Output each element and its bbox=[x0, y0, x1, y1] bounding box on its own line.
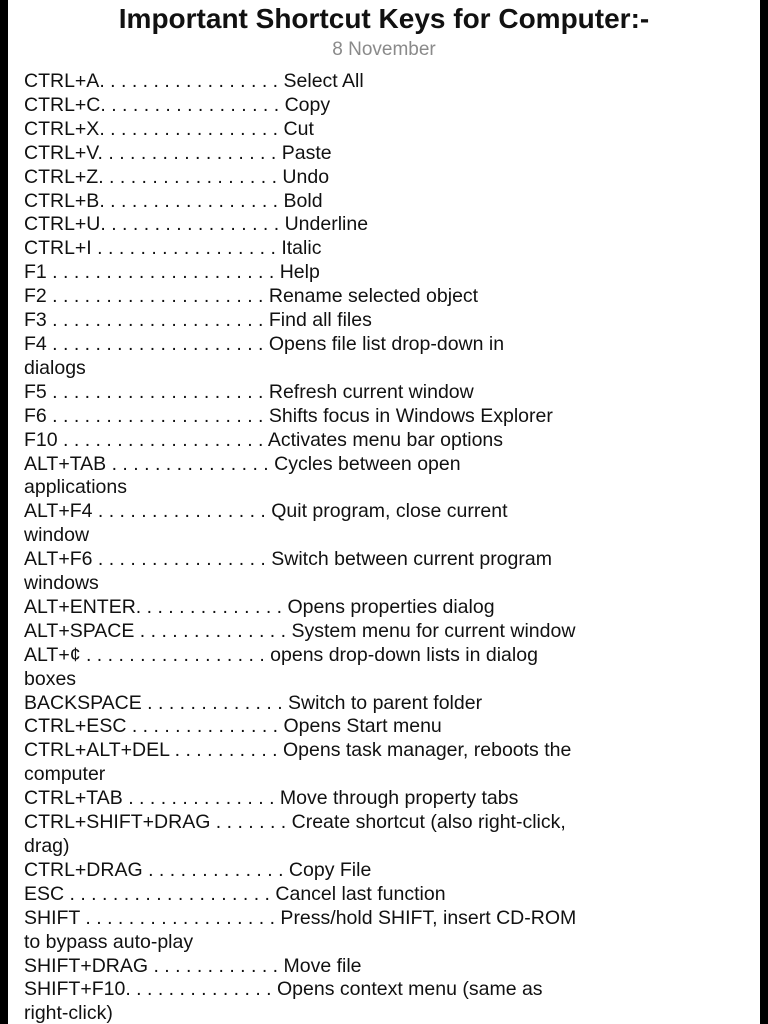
shortcut-line: CTRL+X. . . . . . . . . . . . . . . . . Cut bbox=[24, 117, 314, 140]
shortcut-line: drag) bbox=[24, 835, 70, 857]
shortcut-line: ALT+F4 . . . . . . . . . . . . . . . . Quit program, close current bbox=[24, 500, 508, 523]
shortcut-line: F6 . . . . . . . . . . . . . . . . . . . . Shifts focus in Windows Explorer bbox=[24, 404, 553, 427]
shortcut-line: F4 . . . . . . . . . . . . . . . . . . . . Opens file list drop-down in bbox=[24, 332, 505, 355]
shortcut-line: CTRL+C. . . . . . . . . . . . . . . . . Copy bbox=[24, 93, 331, 116]
shortcut-line: CTRL+TAB . . . . . . . . . . . . . . Move through property tabs bbox=[24, 787, 519, 810]
shortcut-line: CTRL+A. . . . . . . . . . . . . . . . . Select All bbox=[24, 70, 364, 92]
shortcut-line: CTRL+ALT+DEL . . . . . . . . . . Opens task manager, reboots the bbox=[24, 739, 572, 762]
shortcut-line: SHIFT+F10. . . . . . . . . . . . . . Opens context menu (same as bbox=[24, 978, 543, 1001]
shortcut-line: SHIFT . . . . . . . . . . . . . . . . . . Press/hold SHIFT, insert CD-ROM bbox=[24, 906, 577, 929]
shortcut-line: ALT+¢ . . . . . . . . . . . . . . . . . opens drop-down lists in dialog bbox=[24, 643, 538, 666]
shortcut-line: CTRL+ESC . . . . . . . . . . . . . . Opens Start menu bbox=[24, 715, 442, 738]
document-page bbox=[8, 0, 760, 1024]
shortcut-line: window bbox=[24, 524, 90, 547]
post-date: 8 November bbox=[332, 39, 436, 60]
shortcut-list bbox=[24, 70, 754, 1024]
shortcut-line: F10 . . . . . . . . . . . . . . . . . . . Activates menu bar options bbox=[24, 428, 504, 451]
shortcut-line: CTRL+U. . . . . . . . . . . . . . . . . Underline bbox=[24, 213, 369, 236]
shortcut-line: applications bbox=[24, 476, 127, 499]
shortcut-line: F3 . . . . . . . . . . . . . . . . . . . . Find all files bbox=[24, 309, 372, 332]
shortcut-line: ALT+SPACE . . . . . . . . . . . . . . System menu for current window bbox=[24, 619, 576, 642]
shortcut-line: CTRL+V. . . . . . . . . . . . . . . . . Paste bbox=[24, 141, 332, 164]
shortcut-line: boxes bbox=[24, 667, 77, 690]
shortcut-line: CTRL+I . . . . . . . . . . . . . . . . . Italic bbox=[24, 237, 322, 260]
shortcut-line: ALT+TAB . . . . . . . . . . . . . . . Cycles between open bbox=[24, 452, 461, 475]
shortcut-line: BACKSPACE . . . . . . . . . . . . . Switch to parent folder bbox=[24, 691, 483, 714]
shortcut-line: SHIFT+DRAG . . . . . . . . . . . . Move file bbox=[24, 954, 362, 977]
shortcut-line: F2 . . . . . . . . . . . . . . . . . . . . Rename selected object bbox=[24, 285, 479, 308]
shortcut-line: CTRL+DRAG . . . . . . . . . . . . . Copy File bbox=[24, 858, 372, 881]
page-title: Important Shortcut Keys for Computer:- bbox=[118, 3, 650, 34]
shortcut-line: dialogs bbox=[24, 356, 86, 379]
shortcut-line: F1 . . . . . . . . . . . . . . . . . . . . . Help bbox=[24, 261, 320, 284]
shortcut-line: F5 . . . . . . . . . . . . . . . . . . . . Refresh current window bbox=[24, 380, 474, 403]
shortcut-line: right-click) bbox=[24, 1002, 113, 1024]
shortcut-line: ALT+ENTER. . . . . . . . . . . . . . Opens properties dialog bbox=[24, 595, 495, 618]
shortcut-line: CTRL+SHIFT+DRAG . . . . . . . Create shortcut (also right-click, bbox=[24, 811, 566, 834]
shortcut-line: ALT+F6 . . . . . . . . . . . . . . . . Switch between current program bbox=[24, 548, 552, 571]
shortcut-line: windows bbox=[24, 572, 99, 595]
shortcut-line: computer bbox=[24, 763, 106, 786]
shortcut-line: CTRL+B. . . . . . . . . . . . . . . . . Bold bbox=[24, 189, 323, 212]
shortcut-line: to bypass auto-play bbox=[24, 930, 194, 953]
shortcut-line: CTRL+Z. . . . . . . . . . . . . . . . . Undo bbox=[24, 165, 330, 188]
shortcut-line: ESC . . . . . . . . . . . . . . . . . . . Cancel last function bbox=[24, 882, 446, 905]
